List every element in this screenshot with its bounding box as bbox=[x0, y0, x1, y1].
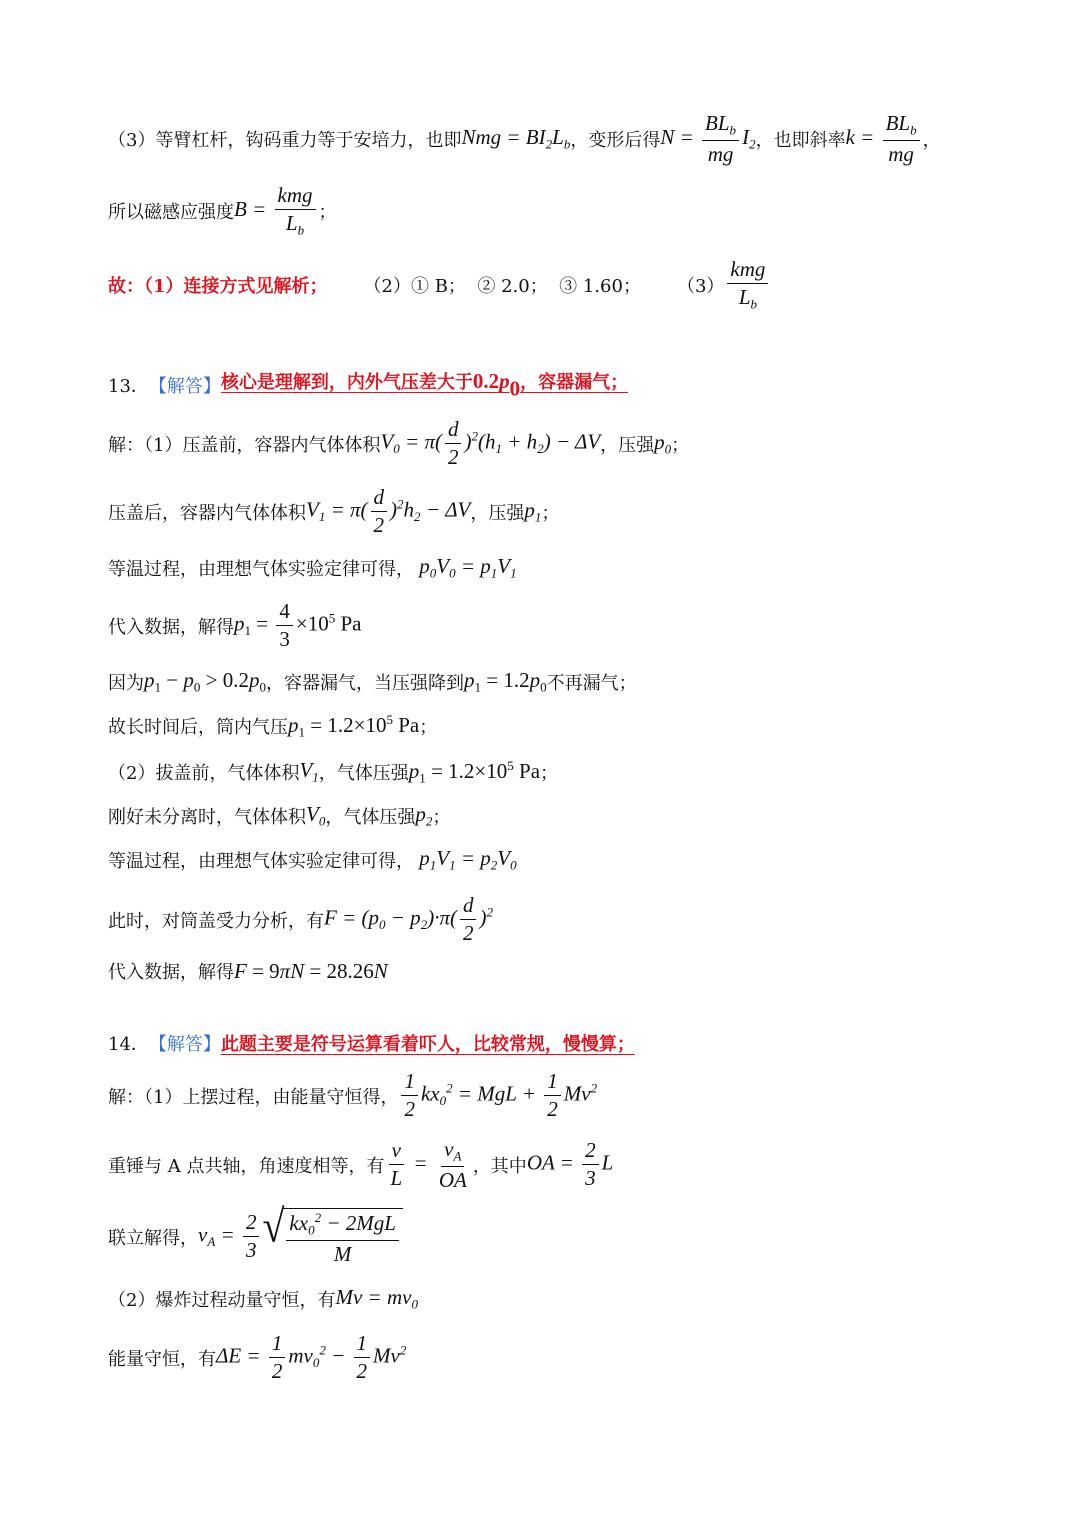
answer-line: 故：（1）连接方式见解析； （2）① B； ② 2.0； ③ 1.60； （3） $\frac{\text{kmg}}{L_b}$ bbox=[108, 258, 1040, 312]
q14-line-1: 解：（1）上摆过程，由能量守恒得， $\frac{1}{2}$ $kx_0^2$ = MgL + $\frac{1}{2}$ Mv$^2$ bbox=[108, 1069, 598, 1122]
eq-k: k = $\frac{BL_b}{mg}$ bbox=[846, 112, 923, 166]
q13-line-2: 压盖后，容器内气体体积 $V_1 = \pi$( $\frac{d}{2}$ )$^2h_2 - \Delta V$ ，压强 $p_1$ ； bbox=[108, 485, 560, 538]
eq-b: B = $\frac{\text{kmg}}{L_b}$ bbox=[234, 184, 319, 238]
q13-line-4: 代入数据，解得 $p_1$ = $\frac{4}{3}$ $\times 10^5$ Pa bbox=[108, 599, 362, 652]
q13-line-11: 代入数据，解得 F = 9πN = 28.26N bbox=[108, 958, 388, 983]
eq-nmg: Nmg = $BI_2L_b$ bbox=[461, 125, 571, 152]
eq-n: N = $\frac{BL_b}{mg}$ $I_2$ bbox=[660, 111, 756, 166]
q14-header: 14． 【解答】 此题主要是符号运算看着吓人，比较常规，慢慢算； bbox=[108, 1030, 1040, 1056]
q14-line-5: 能量守恒，有 ΔE = $\frac{1}{2}$ $mv_0^2$ − $\frac{1}{2}$ Mv$^2$ bbox=[108, 1331, 407, 1384]
eq-force-value: F = 9πN = 28.26N bbox=[234, 958, 388, 983]
q13-line-3: 等温过程，由理想气体实验定律可得， $p_0V_0 = p_1V_1$ bbox=[108, 554, 517, 581]
eq-energy: $\frac{1}{2}$ $kx_0^2$ = MgL + $\frac{1}{2}$ Mv$^2$ bbox=[398, 1070, 597, 1121]
q13-tag: 【解答】 bbox=[148, 375, 221, 397]
eq-delta-e: ΔE = $\frac{1}{2}$ $mv_0^2$ − $\frac{1}{2}$ Mv$^2$ bbox=[216, 1331, 407, 1384]
q13-header: 13． 【解答】 核心是理解到，内外气压差大于$0.2p_0$，容器漏气； bbox=[108, 369, 629, 401]
p3-line-2: 所以磁感应强度 B = $\frac{\text{kmg}}{L_b}$ ； bbox=[108, 183, 337, 238]
eq-oa: OA = $\frac{2}{3}$ L bbox=[526, 1138, 614, 1191]
q13-line-5: 因为 $p_1 - p_0 > 0.2p_0$ ，容器漏气，当压强降到 $p_1 = 1.2p_0$ 不再漏气； bbox=[108, 668, 637, 695]
q13-line-10: 此时，对筒盖受力分析，有 $F = (p_0 - p_2)\cdot\pi$( $\frac{d}{2}$ )$^2$ bbox=[108, 893, 493, 946]
eq-v1: $V_1 = \pi$( $\frac{d}{2}$ )$^2h_2 - \Delta V$ bbox=[306, 485, 471, 538]
q13-line-6: 故长时间后，筒内气压 $p_1 = 1.2\times 10^5$ Pa ； bbox=[108, 712, 438, 740]
q14-tag: 【解答】 bbox=[148, 1034, 221, 1055]
q14-line-2: 重锤与 A 点共轴，角速度相等，有 $\frac{v}{L}$ = $\frac{v_A}{OA}$ ，其中 OA = $\frac{2}{3}$ L bbox=[108, 1137, 614, 1192]
eq-omega: $\frac{v}{L}$ = $\frac{v_A}{OA}$ bbox=[390, 1137, 467, 1192]
q14-line-4: （2）爆炸过程动量守恒，有 $Mv = mv_0$ bbox=[108, 1285, 418, 1312]
q13-line-7: （2）拔盖前，气体体积 $V_1$ ，气体压强 $p_1 = 1.2\times 10^5$ Pa ； bbox=[108, 758, 559, 786]
q13-hint: 核心是理解到，内外气压差大于$0.2p_0$，容器漏气； bbox=[220, 369, 629, 401]
eq-va: $v_A$ = $\frac{2}{3}$ √ $\frac{kx_0^2 - 2MgL}{M}$ bbox=[198, 1208, 403, 1266]
q14-line-3: 联立解得， $v_A$ = $\frac{2}{3}$ √ $\frac{kx_0^2 - 2MgL}{M}$ bbox=[108, 1208, 1040, 1266]
eq-force: $F = (p_0 - p_2)\cdot\pi$( $\frac{d}{2}$ )$^2$ bbox=[324, 893, 493, 946]
eq-answer-3: $\frac{\text{kmg}}{L_b}$ bbox=[724, 258, 771, 312]
eq-p1-value: $p_1$ = $\frac{4}{3}$ $\times 10^5$ Pa bbox=[234, 599, 362, 652]
q13-line-1: 解：（1）压盖前，容器内气体体积 $V_0 = \pi$( $\frac{d}{2}$ )$^2(h_1 + h_2) - \Delta V$ ，压强 $p_0$ ； bbox=[108, 417, 690, 470]
eq-v0: $V_0 = \pi$( $\frac{d}{2}$ )$^2(h_1 + h_2) - \Delta V$ bbox=[380, 417, 601, 470]
q13-line-9: 等温过程，由理想气体实验定律可得， $p_1V_1 = p_2V_0$ bbox=[108, 846, 517, 873]
q13-line-8: 刚好未分离时，气体体积 $V_0$ ，气体压强 $p_2$ ； bbox=[108, 802, 451, 829]
p3-line-1: （3）等臂杠杆，钩码重力等于安培力，也即 Nmg = $BI_2L_b$ ，变形后得 N = $\frac{BL_b}{mg}$ $I_2$ ，也即斜率 k = $\frac{BL_b}{mg}$ ， bbox=[108, 111, 941, 166]
q14-hint: 此题主要是符号运算看着吓人，比较常规，慢慢算； bbox=[220, 1034, 635, 1055]
